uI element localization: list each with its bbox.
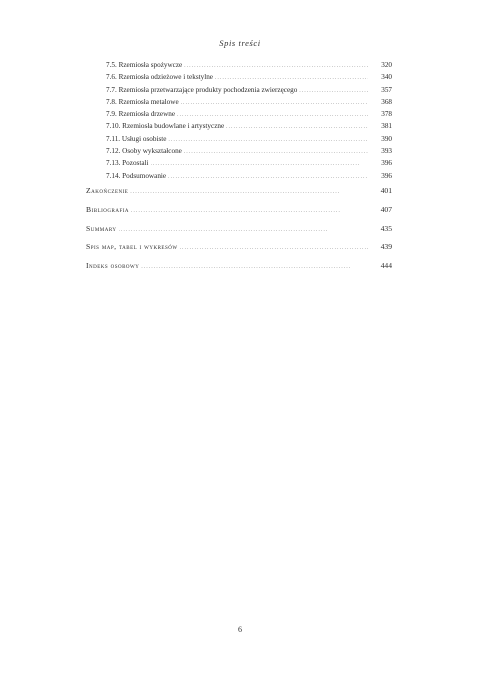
dot-leader bbox=[177, 111, 368, 118]
dot-leader bbox=[168, 136, 368, 143]
toc-entry-7-6 bbox=[86, 74, 392, 86]
toc-chapter-title: Summary bbox=[86, 223, 117, 233]
toc-chapter-indeks bbox=[86, 262, 392, 281]
toc-chapter-title: Spis map, tabel i wykresów bbox=[86, 242, 178, 252]
toc-entry-title: 7.13. Pozostali bbox=[106, 159, 149, 168]
toc-chapter-zakonczenie bbox=[86, 187, 392, 206]
dot-leader bbox=[141, 262, 368, 270]
toc-entry-title: 7.6. Rzemiosła odzieżowe i tekstylne bbox=[106, 73, 213, 82]
toc-entry-title: 7.8. Rzemiosła metalowe bbox=[106, 97, 179, 106]
dot-leader bbox=[184, 148, 368, 155]
toc-chapter-page: 439 bbox=[380, 242, 392, 252]
toc-entry-7-13 bbox=[86, 160, 392, 172]
toc-entry-page: 378 bbox=[381, 110, 392, 119]
toc-entry-7-10 bbox=[86, 123, 392, 135]
page-number: 6 bbox=[238, 625, 242, 634]
toc-entry-page: 390 bbox=[381, 134, 392, 143]
dot-leader bbox=[181, 99, 368, 106]
dot-leader bbox=[215, 74, 368, 81]
toc-entry-page: 381 bbox=[381, 122, 392, 131]
toc-entry-title: 7.12. Osoby wykształcone bbox=[106, 147, 182, 156]
toc-chapter-title: Indeks osobowy bbox=[86, 260, 140, 270]
toc-entry-title: 7.10. Rzemiosła budowlane i artystyczne bbox=[106, 122, 225, 131]
toc-entry-title: 7.5. Rzemiosła spożywcze bbox=[106, 61, 183, 69]
toc-chapter-bibliografia bbox=[86, 206, 392, 225]
toc-entry-title: 7.9. Rzemiosła drzewne bbox=[106, 110, 176, 119]
toc-chapter-title: Bibliografia bbox=[86, 205, 130, 215]
toc-chapter-page: 407 bbox=[380, 205, 392, 215]
toc-entry-page: 340 bbox=[381, 73, 392, 82]
dot-leader bbox=[184, 62, 368, 69]
toc-entry-title: 7.11. Usługi osobiste bbox=[106, 134, 167, 143]
dot-leader bbox=[180, 243, 368, 251]
toc-chapter-page: 401 bbox=[380, 186, 392, 196]
toc-entry-page: 320 bbox=[381, 61, 392, 69]
toc-chapter-title: Zakończenie bbox=[86, 186, 129, 196]
toc-entry-7-14 bbox=[86, 173, 392, 185]
toc-entry-title: 7.7. Rzemiosła przetwarzające produkty pochodzenia zwierzęcego bbox=[106, 85, 298, 94]
dot-leader bbox=[151, 160, 368, 167]
toc-chapter-summary bbox=[86, 225, 392, 244]
toc-entry-page: 393 bbox=[381, 147, 392, 156]
toc-entry-page: 396 bbox=[381, 171, 392, 180]
toc-entry-page: 357 bbox=[381, 85, 392, 94]
toc-entry-page: 368 bbox=[381, 97, 392, 106]
toc-entry-page: 396 bbox=[381, 159, 392, 168]
toc-chapter-page: 444 bbox=[380, 260, 392, 270]
toc-chapter-page: 435 bbox=[380, 223, 392, 233]
running-head: Spis treści bbox=[219, 38, 261, 48]
toc-entry-title: 7.14. Podsumowanie bbox=[106, 171, 167, 180]
dot-leader bbox=[131, 206, 368, 214]
dot-leader bbox=[130, 187, 368, 195]
dot-leader bbox=[168, 173, 368, 180]
dot-leader bbox=[226, 123, 368, 130]
toc-chapter-spis-map bbox=[86, 243, 392, 262]
dot-leader bbox=[119, 225, 368, 233]
table-of-contents bbox=[86, 62, 392, 280]
dot-leader bbox=[299, 87, 368, 94]
